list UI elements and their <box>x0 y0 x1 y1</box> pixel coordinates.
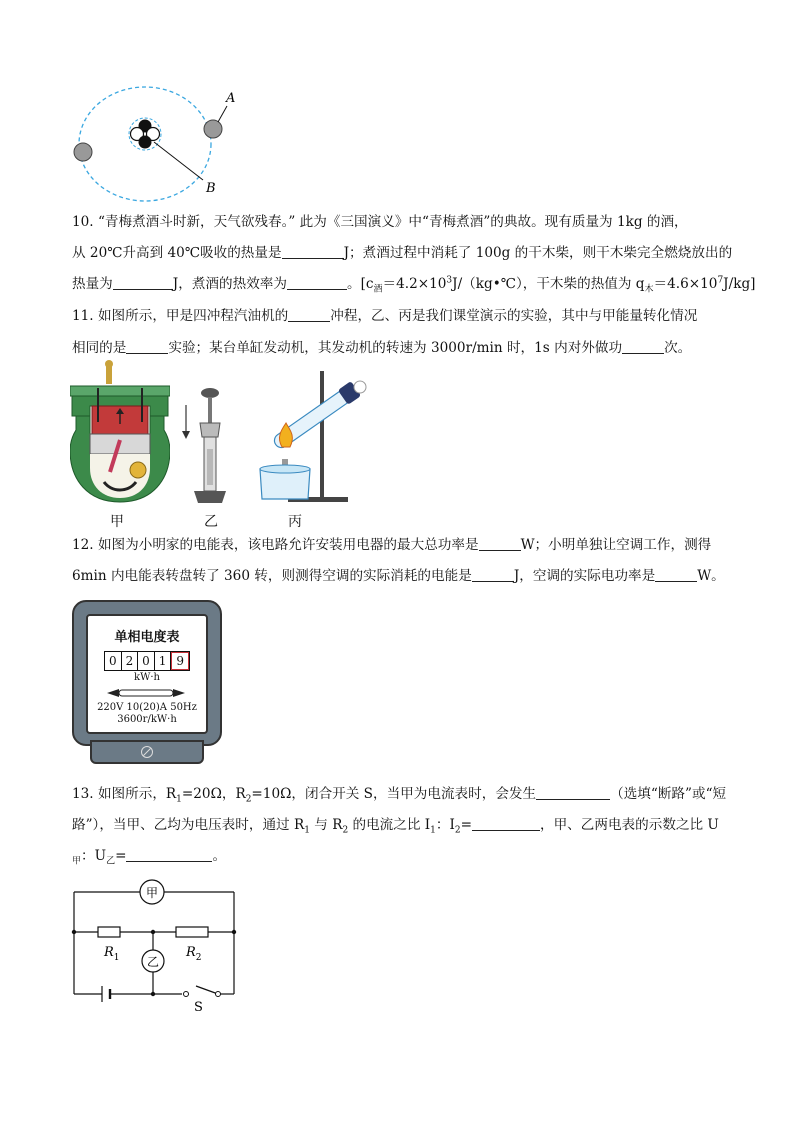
label-a: A <box>226 91 236 106</box>
meter-face <box>86 614 208 734</box>
q13-blank-1[interactable] <box>536 785 610 800</box>
energy-meter <box>72 600 222 766</box>
engine-illustration <box>70 360 170 508</box>
meter-yi-label: 乙 <box>147 955 160 969</box>
engine-caption: 甲 <box>110 514 124 530</box>
meter-rate: 3600r/kW·h <box>117 714 177 725</box>
meter-digit-decimal: 9 <box>171 652 189 670</box>
junction-dot <box>72 930 76 934</box>
q11-line-1: 11. 如图所示，甲是四冲程汽油机的 冲程，乙、丙是我们课堂演示的实验，其中与甲能量转化情况 <box>72 308 698 324</box>
r2-label: $R_2$ <box>186 945 202 963</box>
q13-blank-2[interactable] <box>472 816 540 831</box>
q11-blank-2[interactable] <box>126 339 168 354</box>
q11-blank-3[interactable] <box>622 339 664 354</box>
junction-dot <box>151 992 155 996</box>
q12-blank-2[interactable] <box>472 567 514 582</box>
q10-line-2: 从 20℃升高到 40℃吸收的热量是 J；煮酒过程中消耗了 100g 的干木柴，则干木柴完全燃烧放出的 <box>72 245 733 261</box>
meter-title: 单相电度表 <box>114 630 180 645</box>
q10-blank-3[interactable] <box>287 275 347 290</box>
label-b: B <box>206 181 216 196</box>
pointer-a <box>218 106 227 122</box>
q10-blank-2[interactable] <box>113 275 173 290</box>
electron-left <box>74 143 92 161</box>
meter-jia-label: 甲 <box>146 886 159 900</box>
nucleon <box>139 136 152 149</box>
burner-illustration <box>252 365 382 510</box>
meter-digit: 0 <box>105 652 122 670</box>
burner-caption: 丙 <box>288 514 302 530</box>
q11-line-2: 相同的是 实验；某台单缸发动机，其发动机的转速为 3000r/min 时，1s 内对外做功 次。 <box>72 340 692 356</box>
meter-base <box>90 740 204 764</box>
meter-disc-indicator <box>105 686 189 700</box>
q12-line-1: 12. 如图为小明家的电能表，该电路允许安装用电器的最大总功率是 W；小明单独让空调工作，测得 <box>72 537 712 553</box>
q10-line-1: 10. “青梅煮酒斗时新，天气欲残春。” 此为《三国演义》中“青梅煮酒”的典故。现有质量为 1kg 的酒， <box>72 214 688 230</box>
atom-diagram <box>70 82 240 207</box>
meter-spec: 220V 10(20)A 50Hz <box>97 702 197 713</box>
meter-digit: 0 <box>138 652 155 670</box>
resistor-r1 <box>98 927 120 937</box>
q11-blank-1[interactable] <box>288 307 330 322</box>
junction-dot <box>232 930 236 934</box>
pump-caption: 乙 <box>204 514 218 530</box>
pointer-b <box>154 142 203 180</box>
r1-label: $R_1$ <box>104 945 120 963</box>
switch-contact <box>184 992 189 997</box>
resistor-r2 <box>176 927 208 937</box>
meter-screw-icon <box>140 745 154 759</box>
q12-blank-3[interactable] <box>655 567 697 582</box>
q12-blank-1[interactable] <box>479 536 521 551</box>
q13-blank-3[interactable] <box>126 847 212 862</box>
junction-dot <box>151 930 155 934</box>
q12-line-2: 6min 内电能表转盘转了 360 转，则测得空调的实际消耗的电能是 J，空调的实际电功率是 W。 <box>72 568 725 584</box>
switch-contact <box>216 992 221 997</box>
q13-line-3: $_甲$：$U_乙=$ 。 <box>72 848 227 867</box>
meter-unit: kW·h <box>134 672 160 683</box>
switch-label: S <box>194 1000 203 1014</box>
q10-line-3: 热量为 J，煮酒的热效率为 。[$c_酒=4.2\times 10^3J/(kg•℃)$，干木柴的热值为 $q_木=4.6\times 10^7J/kg$] <box>72 275 756 295</box>
meter-digits <box>104 651 190 671</box>
q13-line-1: 13. 如图所示，$R_1=20\Omega$，$R_2=10\Omega$，闭合开关 S，当甲为电流表时，会发生 （选填“断路”或“短 <box>72 786 727 805</box>
pump-illustration <box>178 385 238 510</box>
meter-digit: 1 <box>155 652 172 670</box>
circuit-diagram <box>66 874 246 1014</box>
electron-a <box>204 120 222 138</box>
q10-blank-1[interactable] <box>282 244 344 259</box>
q13-line-2: 路”），当甲、乙均为电压表时，通过 $R_1$ 与 $R_2$ 的电流之比 $I_1$：$I_2=$ ，甲、乙两电表的示数之比 U <box>72 817 719 836</box>
meter-digit: 2 <box>122 652 139 670</box>
